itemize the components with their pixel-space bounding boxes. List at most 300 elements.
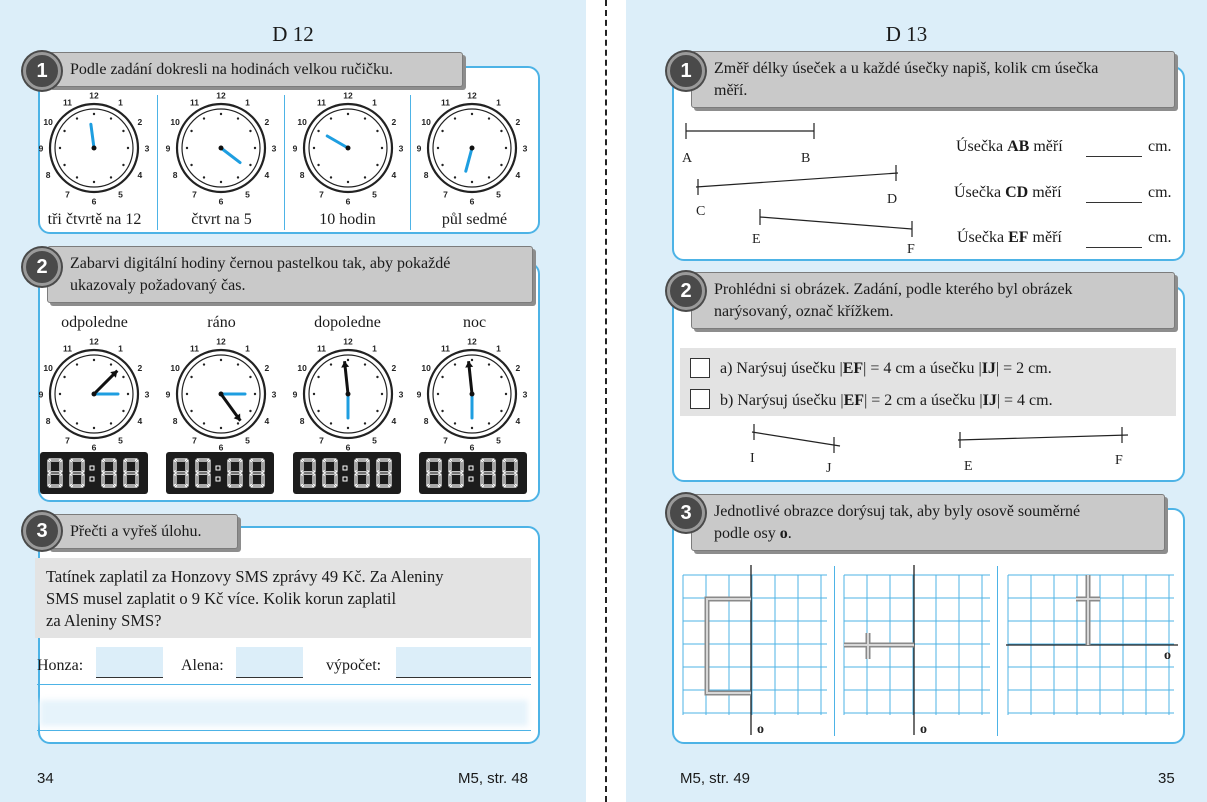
divider: [834, 566, 835, 736]
hour-dot: [347, 181, 349, 183]
digital-clock-display[interactable]: [40, 452, 148, 494]
segment: [335, 460, 337, 472]
clock-center: [346, 392, 351, 397]
hour-numeral: 9: [292, 143, 298, 154]
hour-dot: [220, 181, 222, 183]
hour-numeral: 8: [423, 416, 429, 426]
segment: [103, 459, 115, 461]
answer-row-ab: [956, 138, 1063, 156]
hour-numeral: 6: [469, 196, 475, 207]
hour-numeral: 5: [245, 435, 250, 446]
clock-caption: čtvrt na 5: [191, 211, 252, 228]
hour-numeral: 4: [391, 170, 397, 180]
left-page: [0, 0, 586, 802]
unit-label: cm.: [1148, 184, 1172, 201]
option-b-text: [720, 392, 1053, 410]
hour-dot: [313, 393, 315, 395]
segment: [301, 474, 303, 486]
hour-numeral: 6: [345, 442, 351, 453]
segment: [461, 474, 463, 486]
hour-numeral: 12: [467, 90, 477, 101]
hour-numeral: 3: [144, 143, 150, 154]
digital-clock-display[interactable]: [166, 452, 274, 494]
hour-numeral: 9: [38, 389, 44, 400]
point-label: E: [964, 459, 973, 474]
hour-dot: [330, 422, 332, 424]
task3-instruction: Přečti a vyřeš úlohu.: [47, 514, 238, 549]
hour-numeral: 6: [91, 442, 97, 453]
hour-numeral: 7: [319, 189, 324, 200]
option-b-checkbox[interactable]: [690, 389, 710, 409]
colon-dot: [469, 477, 473, 481]
axis-label: o: [920, 722, 927, 737]
segment: [251, 485, 263, 487]
segment: [175, 472, 187, 474]
hour-dot: [313, 147, 315, 149]
instruction-line: ukazovaly požadovaný čas.: [70, 277, 246, 294]
segment: [439, 460, 441, 472]
hour-dot: [364, 117, 366, 119]
symmetry-grid-1[interactable]: [681, 575, 831, 740]
hour-dot: [364, 422, 366, 424]
answer-blank-ef[interactable]: [1086, 229, 1142, 248]
hour-dot: [190, 410, 192, 412]
hour-numeral: 7: [319, 435, 324, 446]
digital-clock-display[interactable]: [293, 452, 401, 494]
answer-row-ef: [957, 229, 1062, 247]
hour-dot: [441, 376, 443, 378]
hour-dot: [186, 393, 188, 395]
segment: [186, 474, 188, 486]
option-text: a) Narýsuj úsečku |: [720, 360, 843, 377]
hour-dot: [93, 181, 95, 183]
answer-suffix: měří: [1028, 184, 1062, 201]
segment: [428, 472, 440, 474]
hour-dot: [220, 427, 222, 429]
symmetry-grid-3[interactable]: [1006, 575, 1178, 740]
hour-numeral: 11: [63, 97, 72, 108]
hour-dot: [376, 376, 378, 378]
hour-dot: [203, 176, 205, 178]
segment: [355, 474, 357, 486]
segment: [335, 474, 337, 486]
axis-name: o: [779, 525, 788, 542]
segment: [302, 459, 314, 461]
segment: [428, 459, 440, 461]
instruction-line: Zabarvi digitální hodiny černou pastelkou tak, aby pokaždé: [70, 255, 451, 272]
hour-dot: [63, 164, 65, 166]
hour-numeral: 3: [271, 143, 277, 154]
hour-numeral: 11: [317, 343, 326, 354]
segment: [251, 459, 263, 461]
clock-caption: ráno: [207, 314, 236, 331]
answer-blank-cd[interactable]: [1086, 184, 1142, 203]
analog-clock: [165, 336, 277, 453]
hour-numeral: 11: [190, 343, 199, 354]
segment: [449, 474, 451, 486]
segment: [324, 472, 336, 474]
hour-numeral: 5: [372, 189, 377, 200]
hour-numeral: 7: [65, 189, 70, 200]
answer-prefix: Úsečka: [957, 229, 1009, 246]
segment: [125, 472, 137, 474]
segment: [503, 474, 505, 486]
hour-dot: [364, 363, 366, 365]
point-label: C: [696, 204, 706, 219]
hour-dot: [76, 176, 78, 178]
segment: [71, 472, 83, 474]
hour-numeral: 8: [299, 170, 305, 180]
segment: [389, 460, 391, 472]
answer-row-cd: [954, 184, 1062, 202]
task1-instruction: [691, 51, 1175, 108]
hour-numeral: 2: [264, 117, 270, 127]
segment: [450, 472, 462, 474]
segment: [71, 485, 83, 487]
analog-clock: [292, 336, 404, 453]
axis-label: o: [757, 722, 764, 737]
hour-dot: [203, 422, 205, 424]
hour-dot: [330, 363, 332, 365]
hour-dot: [437, 393, 439, 395]
analog-clock[interactable]: [292, 90, 404, 207]
hour-numeral: 1: [372, 97, 377, 108]
hour-numeral: 7: [443, 435, 448, 446]
instruction-text: podle osy: [714, 525, 780, 542]
hour-numeral: 3: [398, 389, 404, 400]
hour-dot: [203, 363, 205, 365]
segment: [251, 472, 263, 474]
hour-numeral: 2: [391, 363, 397, 373]
segment-ij: [752, 432, 840, 446]
option-a-checkbox[interactable]: [690, 358, 710, 378]
segment: [49, 485, 61, 487]
hour-numeral: 12: [343, 336, 353, 347]
page-fold-line: [605, 0, 607, 802]
hour-dot: [471, 181, 473, 183]
hour-dot: [454, 117, 456, 119]
hour-numeral: 2: [515, 117, 521, 127]
hour-dot: [93, 359, 95, 361]
problem-line: SMS musel zaplatit o 9 Kč více. Kolik korun zaplatil: [46, 589, 397, 608]
segment: [229, 472, 241, 474]
hour-dot: [110, 422, 112, 424]
segment: [356, 459, 368, 461]
segment: [125, 459, 137, 461]
option-text: | = 4 cm.: [996, 392, 1053, 409]
segment: [481, 460, 483, 472]
segment: [449, 460, 451, 472]
segment: [262, 460, 264, 472]
clock-center: [470, 392, 475, 397]
segment: [82, 460, 84, 472]
segment: [174, 474, 176, 486]
segment: [103, 485, 115, 487]
segment: [208, 460, 210, 472]
clock-caption: odpoledne: [61, 314, 128, 331]
segment: [493, 474, 495, 486]
hour-dot: [190, 164, 192, 166]
colon-dot: [216, 477, 220, 481]
hour-dot: [347, 427, 349, 429]
segment: [504, 472, 516, 474]
hour-dot: [237, 176, 239, 178]
hour-dot: [110, 363, 112, 365]
analog-clock: [38, 336, 150, 453]
hour-numeral: 7: [65, 435, 70, 446]
hour-numeral: 12: [89, 336, 99, 347]
hour-numeral: 1: [372, 343, 377, 354]
hour-numeral: 4: [137, 416, 143, 426]
segment: [175, 485, 187, 487]
hour-dot: [381, 393, 383, 395]
label-vypocet: výpočet:: [326, 657, 382, 674]
clock-caption: 10 hodin: [319, 211, 376, 228]
hour-dot: [505, 393, 507, 395]
segment: [367, 474, 369, 486]
seven-segment-digit: [70, 459, 84, 487]
hour-dot: [122, 376, 124, 378]
hour-dot: [237, 117, 239, 119]
seven-segment-digit: [196, 459, 210, 487]
segment: [102, 460, 104, 472]
analog-clock: [416, 336, 528, 453]
segment: [378, 485, 390, 487]
instruction-line: Změř délky úseček a u každé úsečky napiš, kolik cm úsečka: [714, 60, 1099, 77]
hour-numeral: 10: [421, 363, 431, 373]
option-text: | = 4 cm a úsečku |: [863, 360, 982, 377]
segment-ef: [958, 435, 1128, 440]
seven-segment-digit: [174, 459, 188, 487]
page-title: D 12: [272, 22, 314, 46]
segment: [515, 460, 517, 472]
task-number-badge: 1: [23, 52, 61, 90]
segment: [323, 474, 325, 486]
textbook-reference: M5, str. 49: [680, 770, 751, 787]
problem-line: Tatínek zaplatil za Honzovy SMS zprávy 49 Kč. Za Aleniny: [46, 567, 444, 586]
segment: [301, 460, 303, 472]
hour-dot: [110, 117, 112, 119]
hour-numeral: 6: [345, 196, 351, 207]
clock-caption: půl sedmé: [441, 211, 508, 228]
hour-dot: [122, 130, 124, 132]
seven-segment-digit: [323, 459, 337, 487]
clock-caption: dopoledne: [314, 314, 381, 331]
writing-area[interactable]: [40, 700, 528, 726]
hour-numeral: 5: [496, 189, 501, 200]
segment: [377, 460, 379, 472]
hour-numeral: 4: [515, 170, 521, 180]
segment: [208, 474, 210, 486]
segment-name: EF: [1008, 229, 1029, 246]
hour-numeral: 6: [218, 196, 224, 207]
hour-numeral: 9: [416, 143, 422, 154]
analog-clock[interactable]: [165, 90, 277, 207]
segment: [60, 460, 62, 472]
honza-answer-field[interactable]: [96, 647, 163, 678]
answer-suffix: měří: [1028, 229, 1062, 246]
segment: [229, 459, 241, 461]
hour-dot: [454, 422, 456, 424]
seven-segment-digit: [355, 459, 369, 487]
hour-dot: [347, 359, 349, 361]
hour-numeral: 2: [515, 363, 521, 373]
unit-label: cm.: [1148, 229, 1172, 246]
hour-dot: [122, 164, 124, 166]
segment: [302, 472, 314, 474]
hour-numeral: 1: [118, 343, 123, 354]
label-alena: Alena:: [181, 657, 224, 674]
hour-dot: [441, 130, 443, 132]
analog-clock[interactable]: [416, 90, 528, 207]
instruction-line: měří.: [714, 82, 748, 99]
segment: [503, 460, 505, 472]
hour-dot: [237, 363, 239, 365]
seven-segment-digit: [102, 459, 116, 487]
hour-dot: [59, 147, 61, 149]
hour-numeral: 4: [264, 170, 270, 180]
hour-numeral: 3: [522, 389, 528, 400]
colon-dot: [216, 466, 220, 470]
right-page: [626, 0, 1207, 802]
hour-numeral: 9: [165, 143, 171, 154]
segment-name: EF: [842, 360, 864, 377]
hour-dot: [110, 176, 112, 178]
segment: [240, 460, 242, 472]
digital-clock-display[interactable]: [419, 452, 527, 494]
hour-numeral: 12: [89, 90, 99, 101]
answer-blank-ab[interactable]: [1086, 138, 1142, 157]
segment: [174, 460, 176, 472]
analog-clock[interactable]: [38, 90, 150, 207]
hour-numeral: 11: [317, 97, 326, 108]
task-number-badge: 3: [667, 494, 705, 532]
segment: [196, 460, 198, 472]
segment: [378, 459, 390, 461]
instruction-line: Prohlédni si obrázek. Zadání, podle kterého byl obrázek: [714, 281, 1073, 298]
option-a-text: [720, 360, 1052, 378]
hour-dot: [437, 147, 439, 149]
hour-numeral: 6: [91, 196, 97, 207]
hour-dot: [364, 176, 366, 178]
segment: [313, 474, 315, 486]
segment: [515, 474, 517, 486]
segment: [482, 459, 494, 461]
task-number-badge: 2: [667, 272, 705, 310]
segment: [504, 485, 516, 487]
writing-line: [37, 730, 531, 731]
seven-segment-digit: [228, 459, 242, 487]
label-honza: Honza:: [37, 657, 84, 674]
hour-dot: [254, 147, 256, 149]
task2-instruction: [47, 246, 533, 303]
seven-segment-digit: [377, 459, 391, 487]
task-number-badge: 2: [23, 248, 61, 286]
segment: [60, 474, 62, 486]
segment: [482, 485, 494, 487]
hour-dot: [381, 147, 383, 149]
hour-dot: [500, 410, 502, 412]
point-label: A: [682, 151, 693, 166]
hour-dot: [76, 117, 78, 119]
segment: [48, 474, 50, 486]
hour-dot: [376, 410, 378, 412]
segment: [378, 472, 390, 474]
segment: [49, 472, 61, 474]
segment-name: EF: [843, 392, 865, 409]
point-label: D: [887, 192, 898, 207]
hour-numeral: 7: [192, 435, 197, 446]
hour-numeral: 4: [515, 416, 521, 426]
segment: [186, 460, 188, 472]
segment-ef: [760, 217, 912, 229]
calculation-field[interactable]: [396, 647, 531, 678]
segment: [102, 474, 104, 486]
hour-numeral: 1: [245, 97, 250, 108]
page-number: 35: [1158, 770, 1175, 787]
divider: [284, 95, 285, 230]
hour-numeral: 11: [441, 97, 450, 108]
segment: [228, 474, 230, 486]
segment: [114, 460, 116, 472]
hour-numeral: 2: [391, 117, 397, 127]
segment: [250, 474, 252, 486]
hour-dot: [317, 164, 319, 166]
hour-dot: [203, 117, 205, 119]
hour-dot: [249, 130, 251, 132]
segment: [114, 474, 116, 486]
hour-numeral: 11: [190, 97, 199, 108]
colon-dot: [469, 466, 473, 470]
hour-numeral: 10: [170, 363, 180, 373]
segment: [461, 460, 463, 472]
segments-drawing: [676, 115, 976, 260]
problem-line: za Aleniny SMS?: [46, 611, 162, 630]
hour-numeral: 3: [398, 143, 404, 154]
colon-dot: [90, 477, 94, 481]
task2-instruction: [691, 272, 1175, 329]
hour-numeral: 8: [45, 170, 51, 180]
clock-center: [346, 146, 351, 151]
segment: [481, 474, 483, 486]
point-label: J: [826, 461, 832, 476]
hour-dot: [127, 393, 129, 395]
hour-numeral: 1: [496, 343, 501, 354]
hour-dot: [441, 164, 443, 166]
hour-numeral: 10: [43, 117, 53, 127]
segment: [197, 459, 209, 461]
segment: [70, 474, 72, 486]
segment: [48, 460, 50, 472]
clock-center: [219, 146, 224, 151]
hour-numeral: 10: [170, 117, 180, 127]
alena-answer-field[interactable]: [236, 647, 303, 678]
segment: [324, 459, 336, 461]
segment: [324, 485, 336, 487]
hour-numeral: 11: [63, 343, 72, 354]
segment: [482, 472, 494, 474]
seven-segment-digit: [427, 459, 441, 487]
unit-label: cm.: [1148, 138, 1172, 155]
segment: [196, 474, 198, 486]
hour-numeral: 12: [467, 336, 477, 347]
symmetry-grid-2[interactable]: [842, 575, 994, 740]
hour-numeral: 1: [496, 97, 501, 108]
hour-dot: [488, 117, 490, 119]
segment: [125, 485, 137, 487]
segment: [82, 474, 84, 486]
hour-dot: [330, 176, 332, 178]
